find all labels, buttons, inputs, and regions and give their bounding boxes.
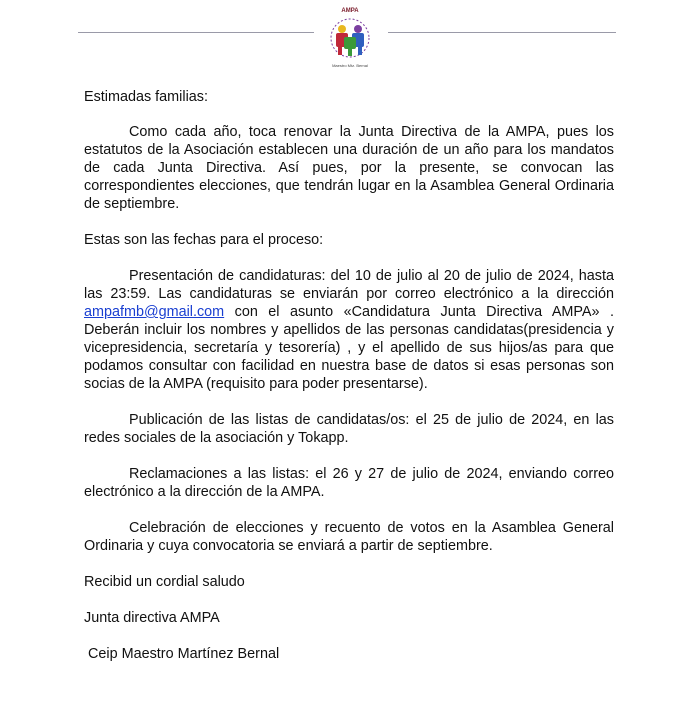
letterhead (0, 0, 694, 80)
logo-caption: Maestro Mtz. Bernal (332, 63, 368, 68)
presentation-text-after: con el asunto «Candidatura Junta Directiva AMPA» . Deberán incluir los nombres y apellidos de las personas candidatas(presidencia y vicepresidencia, secretaría y tesorería) , y el apellido de sus hijos/as para que podamos consultar con facilidad en nuestra base de datos si esas personas son socias de la AMPA (requisito para poder presentarse). (84, 304, 614, 392)
letter-body (84, 88, 614, 663)
dates-intro: Estas son las fechas para el proceso: (84, 232, 324, 248)
presentation-paragraph (84, 267, 614, 393)
closing: Recibid un cordial saludo (84, 574, 245, 590)
intro-paragraph: Como cada año, toca renovar la Junta Directiva de la AMPA, pues los estatutos de la Asociación establecen una duración de un año para los mandatos de cada Junta Directiva. Así pues, por la presente, se convocan las correspondientes elecciones, que tendrán lugar en la Asamblea General Ordinaria de septiembre. (84, 124, 614, 212)
signature-board: Junta directiva AMPA (84, 610, 220, 626)
publication-paragraph: Publicación de las listas de candidatas/os: el 25 de julio de 2024, en las redes sociales de la asociación y Tokapp. (84, 412, 614, 446)
logo-title: AMPA (341, 8, 359, 14)
claims-paragraph: Reclamaciones a las listas: el 26 y 27 de julio de 2024, enviando correo electrónico a la dirección de la AMPA. (84, 466, 614, 500)
signature-school: Ceip Maestro Martínez Bernal (88, 646, 280, 662)
presentation-text-before: Presentación de candidaturas: del 10 de julio al 20 de julio de 2024, hasta las 23:59. Las candidaturas se enviarán por correo electrónico a la dirección (84, 268, 614, 302)
email-link[interactable]: ampafmb@gmail.com (84, 304, 225, 320)
ampa-logo (325, 8, 375, 74)
greeting: Estimadas familias: (84, 89, 208, 105)
election-paragraph: Celebración de elecciones y recuento de votos en la Asamblea General Ordinaria y cuya convocatoria se enviará a partir de septiembre. (84, 520, 614, 554)
header-rule-left (78, 32, 314, 33)
header-rule-right (388, 32, 616, 33)
